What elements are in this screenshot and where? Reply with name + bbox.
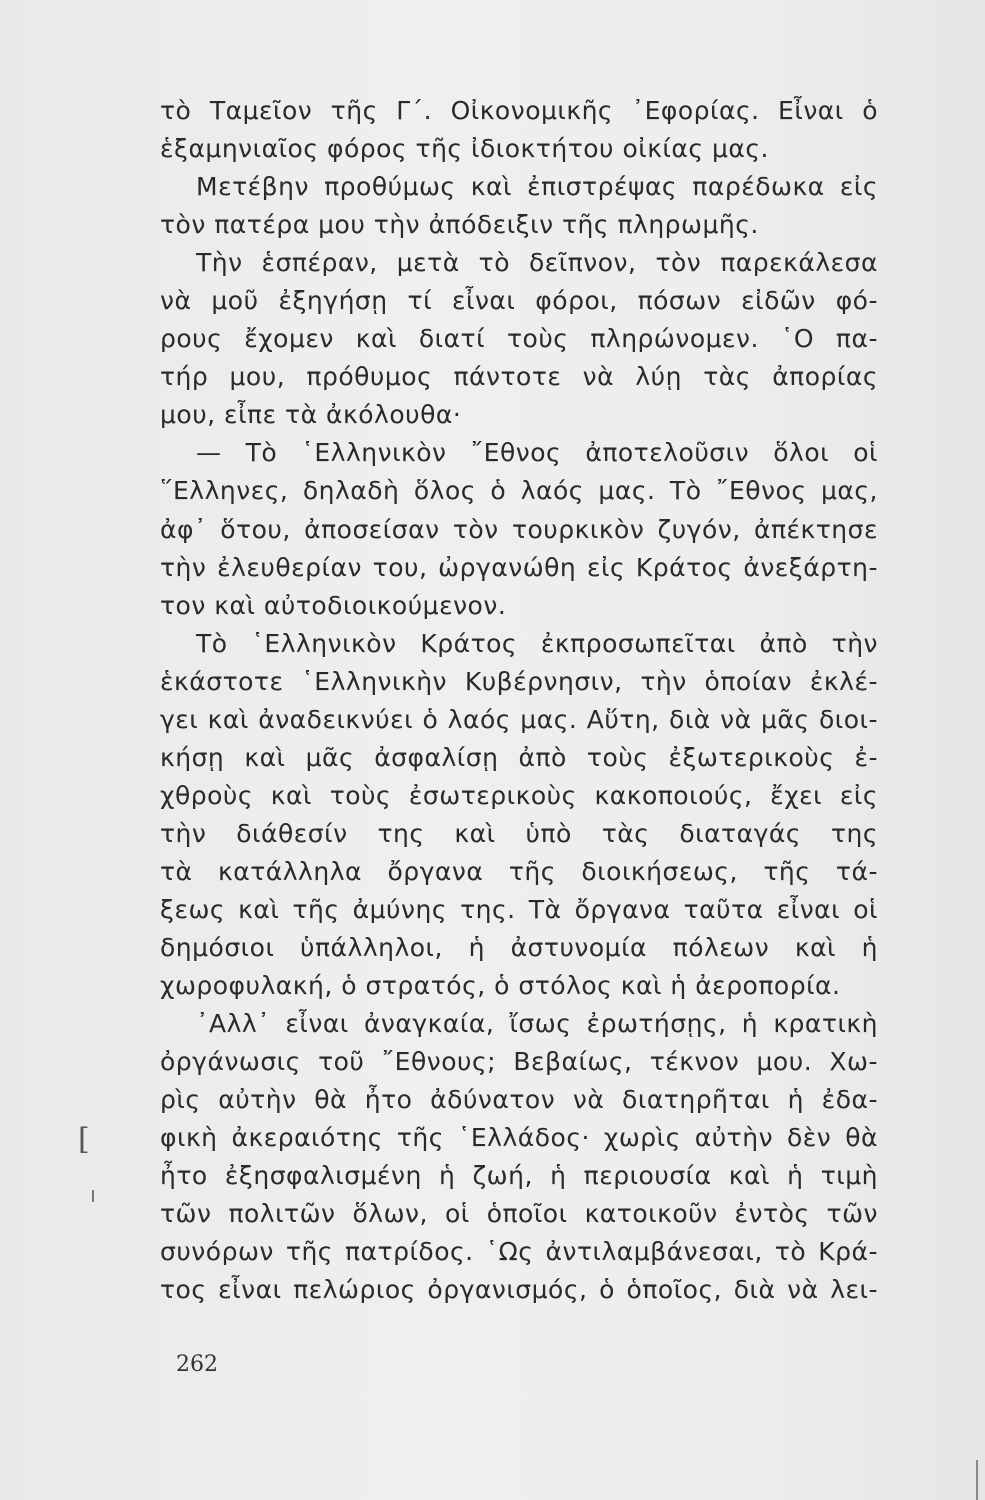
text-line: δημόσιοι ὑπάλληλοι, ἡ ἀστυνομία πόλεων καὶ ἡ	[160, 933, 878, 963]
body-text	[160, 92, 878, 1310]
text-line: Τὴν ἑσπέραν, μετὰ τὸ δεῖπνον, τὸν παρεκάλεσα	[196, 248, 878, 278]
text-line: τὴν ἐλευθερίαν του, ὠργανώθη εἰς Κράτος ἀνεξάρτη-	[160, 552, 878, 582]
margin-bracket-mark: [	[78, 1122, 90, 1157]
margin-tick-mark	[92, 1190, 94, 1202]
text-line: ἀφ᾿ ὅτου, ἀποσείσαν τὸν τουρκικὸν ζυγόν, ἀπέκτησε	[160, 514, 878, 544]
text-line: ἑξαμηνιαῖος φόρος τῆς ἰδιοκτήτου οἰκίας μας.	[160, 134, 769, 164]
text-line: φικὴ ἀκεραιότης τῆς ῾Ελλάδος· χωρὶς αὐτὴν δὲν θὰ	[160, 1123, 878, 1153]
text-line: ἑκάστοτε ῾Ελληνικὴν Κυβέρνησιν, τὴν ὁποίαν ἐκλέ-	[160, 666, 878, 696]
text-line: ρους ἔχομεν καὶ διατί τοὺς πληρώνομεν. ῾Ο πα-	[160, 324, 878, 354]
text-line: κήσῃ καὶ μᾶς ἀσφαλίσῃ ἀπὸ τοὺς ἐξωτερικοὺς ἐ-	[160, 742, 878, 772]
text-line: τὴν διάθεσίν της καὶ ὑπὸ τὰς διαταγάς της	[160, 818, 878, 848]
text-line: νὰ μοῦ ἐξηγήσῃ τί εἶναι φόροι, πόσων εἰδῶν φό-	[160, 286, 878, 316]
text-line: ξεως καὶ τῆς ἀμύνης της. Τὰ ὄργανα ταῦτα εἶναι οἱ	[160, 894, 878, 924]
text-line: ῞Ελληνες, δηλαδὴ ὅλος ὁ λαός μας. Τὸ ῎Εθνος μας,	[160, 476, 878, 506]
text-line: τὸ Ταμεῖον τῆς Γ΄. Οἰκονομικῆς ᾿Εφορίας. Εἶναι ὁ	[160, 96, 878, 125]
text-line: Τὸ ῾Ελληνικὸν Κράτος ἐκπροσωπεῖται ἀπὸ τὴν	[196, 628, 878, 658]
page-edge-mark	[976, 1460, 978, 1500]
text-line: ρὶς αὐτὴν θὰ ἦτο ἀδύνατον νὰ διατηρῆται ἡ ἐδα-	[160, 1085, 878, 1115]
text-line: μου, εἶπε τὰ ἀκόλουθα·	[160, 400, 462, 430]
text-line: συνόρων τῆς πατρίδος. ῾Ως ἀντιλαμβάνεσαι, τὸ Κρά-	[160, 1237, 878, 1267]
text-line: ὀργάνωσις τοῦ ῎Εθνους; Βεβαίως, τέκνον μου. Χω-	[160, 1047, 878, 1077]
text-line: τὰ κατάλληλα ὄργανα τῆς διοικήσεως, τῆς τά-	[160, 856, 878, 886]
text-line: χθροὺς καὶ τοὺς ἐσωτερικοὺς κακοποιούς, ἔχει εἰς	[160, 780, 878, 810]
text-line: τήρ μου, πρόθυμος πάντοτε νὰ λύῃ τὰς ἀπορίας	[160, 362, 878, 392]
text-line: ἦτο ἐξησφαλισμένη ἡ ζωή, ἡ περιουσία καὶ ἡ τιμὴ	[160, 1161, 878, 1191]
text-line: — Τὸ ῾Ελληνικὸν ῎Εθνος ἀποτελοῦσιν ὅλοι οἱ	[196, 438, 878, 468]
text-line: τῶν πολιτῶν ὅλων, οἱ ὁποῖοι κατοικοῦν ἐντὸς τῶν	[160, 1199, 878, 1229]
page-number: 262	[176, 1352, 218, 1377]
text-line: τος εἶναι πελώριος ὀργανισμός, ὁ ὁποῖος, διὰ νὰ λει-	[160, 1275, 878, 1305]
text-line: τὸν πατέρα μου τὴν ἀπόδειξιν τῆς πληρωμῆς.	[160, 210, 759, 240]
text-line: Μετέβην προθύμως καὶ ἐπιστρέψας παρέδωκα εἰς	[196, 172, 878, 202]
text-line: ᾿Αλλ᾿ εἶναι ἀναγκαία, ἴσως ἐρωτήσῃς, ἡ κρατικὴ	[196, 1009, 878, 1039]
text-line: γει καὶ ἀναδεικνύει ὁ λαός μας. Αὕτη, διὰ νὰ μᾶς διοι-	[160, 704, 878, 734]
text-line: χωροφυλακή, ὁ στρατός, ὁ στόλος καὶ ἡ ἀεροπορία.	[160, 971, 841, 1001]
text-line: τον καὶ αὐτοδιοικούμενον.	[160, 590, 507, 620]
